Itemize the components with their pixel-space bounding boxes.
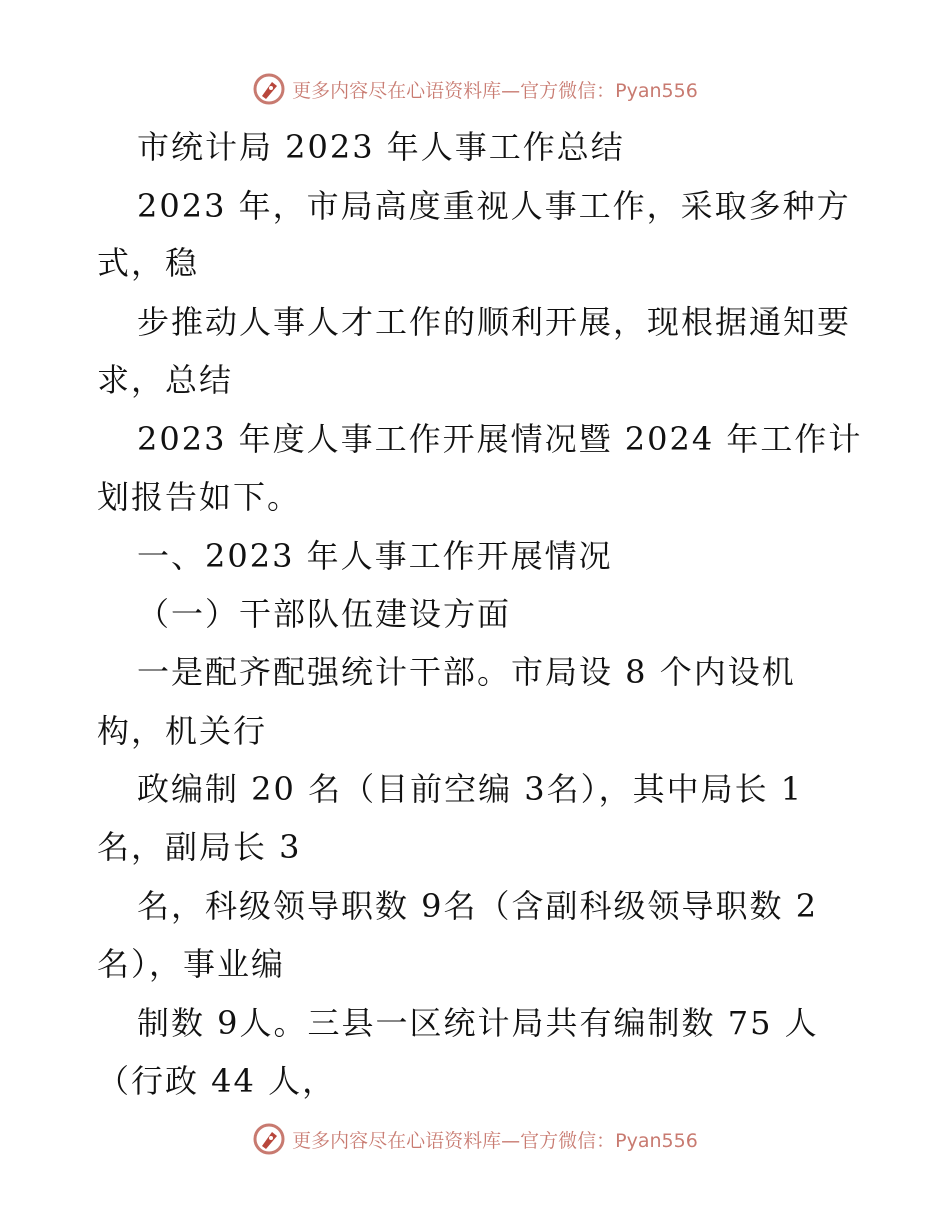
document-title: 市统计局 2023 年人事工作总结 <box>137 128 625 166</box>
watermark-text: 更多内容尽在心语资料库—官方微信：Pyan556 <box>292 1129 698 1152</box>
watermark-footer <box>0 1122 950 1156</box>
paragraph-line: （行政 44 人， <box>97 1062 337 1100</box>
paragraph-line: 2023 年度人事工作开展情况暨 2024 年工作计 <box>137 420 863 458</box>
watermark-text: 更多内容尽在心语资料库—官方微信：Pyan556 <box>292 79 698 102</box>
watermark-header <box>0 72 950 106</box>
paragraph-line: 步推动人事人才工作的顺利开展，现根据通知要 <box>137 303 852 341</box>
paragraph-line: 式，稳 <box>97 244 200 282</box>
paragraph-line: 名，副局长 3 <box>97 828 302 866</box>
pen-nib-logo-icon <box>252 1122 286 1156</box>
pen-nib-logo-icon <box>252 72 286 106</box>
section-heading: 一、2023 年人事工作开展情况 <box>137 537 613 575</box>
paragraph-line: 构，机关行 <box>97 712 268 750</box>
paragraph-line: 政编制 20 名（目前空编 3名），其中局长 1 <box>137 770 804 808</box>
paragraph-line: 名，科级领导职数 9名（含副科级领导职数 2 <box>137 887 819 925</box>
subsection-heading: （一）干部队伍建设方面 <box>137 595 512 633</box>
paragraph-line: 划报告如下。 <box>97 478 302 516</box>
paragraph-line: 名），事业编 <box>97 945 286 983</box>
paragraph-line: 一是配齐配强统计干部。市局设 8 个内设机 <box>137 653 796 691</box>
paragraph-line: 求，总结 <box>97 361 234 399</box>
paragraph-line: 制数 9人。三县一区统计局共有编制数 75 人 <box>137 1004 819 1042</box>
paragraph-line: 2023 年，市局高度重视人事工作，采取多种方 <box>137 187 851 225</box>
